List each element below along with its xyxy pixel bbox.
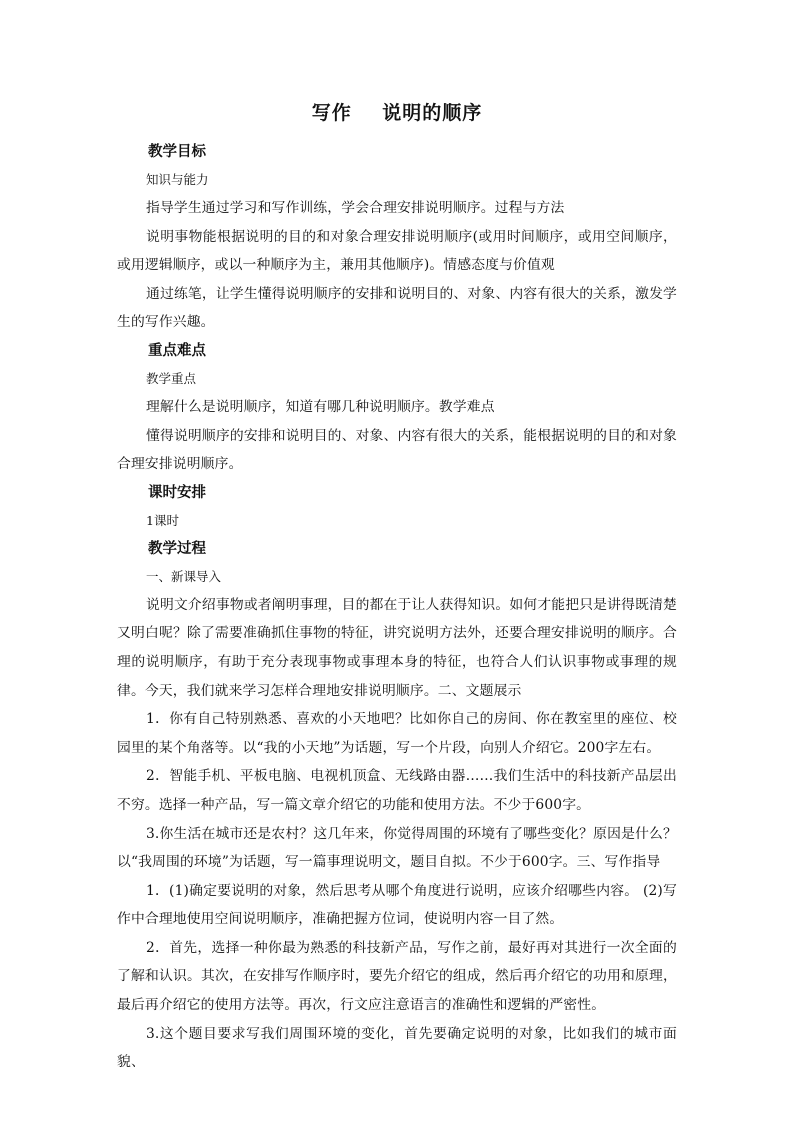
paragraph: 理解什么是说明顺序，知道有哪几种说明顺序。教学难点 — [146, 398, 495, 415]
paragraph: 2．智能手机、平板电脑、电视机顶盒、无线路由器……我们生活中的科技新产品层出不穷。选择一种产品，写一篇文章介绍它的功能和使用方法。不少于600字。 — [117, 768, 677, 813]
paragraph: 指导学生通过学习和写作训练，学会合理安排说明顺序。过程与方法 — [146, 200, 565, 216]
paragraph: 3.这个题目要求写我们周围环境的变化，首先要确定说明的对象，比如我们的城市面貌、 — [117, 1025, 677, 1071]
section-heading-goals: 教学目标 — [148, 144, 206, 160]
subheading-intro: 一、新课导入 — [146, 568, 222, 584]
page-title: 写作 说明的顺序 — [311, 102, 483, 124]
section-heading-process: 教学过程 — [148, 540, 206, 557]
subheading-knowledge: 知识与能力 — [146, 172, 209, 187]
paragraph: 通过练笔，让学生懂得说明顺序的安排和说明目的、对象、内容有很大的关系，激发学生的写作兴趣。 — [117, 285, 677, 331]
paragraph: 3.你生活在城市还是农村？这几年来，你觉得周围的环境有了哪些变化？原因是什么？以“我周围的环境”为话题，写一篇事理说明文，题目自拟。不少于600字。三、写作指导 — [117, 825, 677, 871]
subheading-focus: 教学重点 — [146, 370, 197, 386]
document-body — [117, 138, 677, 1077]
paragraph: 2．首先，选择一种你最为熟悉的科技新产品，写作之前，最好再对其进行一次全面的了解和认识。其次，在安排写作顺序时，要先介绍它的组成，然后再介绍它的功用和原理，最后再介绍它的使用方法等。再次，行文应注意语言的准确性和逻辑的严密性。 — [117, 939, 677, 1014]
paragraph: 说明事物能根据说明的目的和对象合理安排说明顺序(或用时间顺序，或用空间顺序，或用逻辑顺序，或以一种顺序为主，兼用其他顺序)。情感态度与价值观 — [117, 228, 677, 274]
subheading-periods: 1课时 — [146, 512, 179, 528]
paragraph: 1．(1)确定要说明的对象，然后思考从哪个角度进行说明，应该介绍哪些内容。 (2)写作中合理地使用空间说明顺序，准确把握方位词，使说明内容一目了然。 — [117, 882, 677, 928]
paragraph: 说明文介绍事物或者阐明事理，目的都在于让人获得知识。如何才能把只是讲得既清楚又明白呢？除了需要准确抓住事物的特征，讲究说明方法外，还要合理安排说明的顺序。合理的说明顺序，有助于充分表现事物或事理本身的特征，也符合人们认识事物或事理的规律。今天，我们就来学习怎样合理地安排说明顺序。二、文题展示 — [117, 596, 677, 699]
section-heading-schedule: 课时安排 — [148, 484, 206, 501]
section-heading-keypoints: 重点难点 — [148, 342, 206, 359]
paragraph: 懂得说明顺序的安排和说明目的、对象、内容有很大的关系，能根据说明的目的和对象合理安排说明顺序。 — [117, 427, 677, 473]
paragraph: 1．你有自己特别熟悉、喜欢的小天地吧？比如你自己的房间、你在教室里的座位、校园里的某个角落等。以“我的小天地”为话题，写一个片段，向别人介绍它。200字左右。 — [117, 711, 677, 756]
